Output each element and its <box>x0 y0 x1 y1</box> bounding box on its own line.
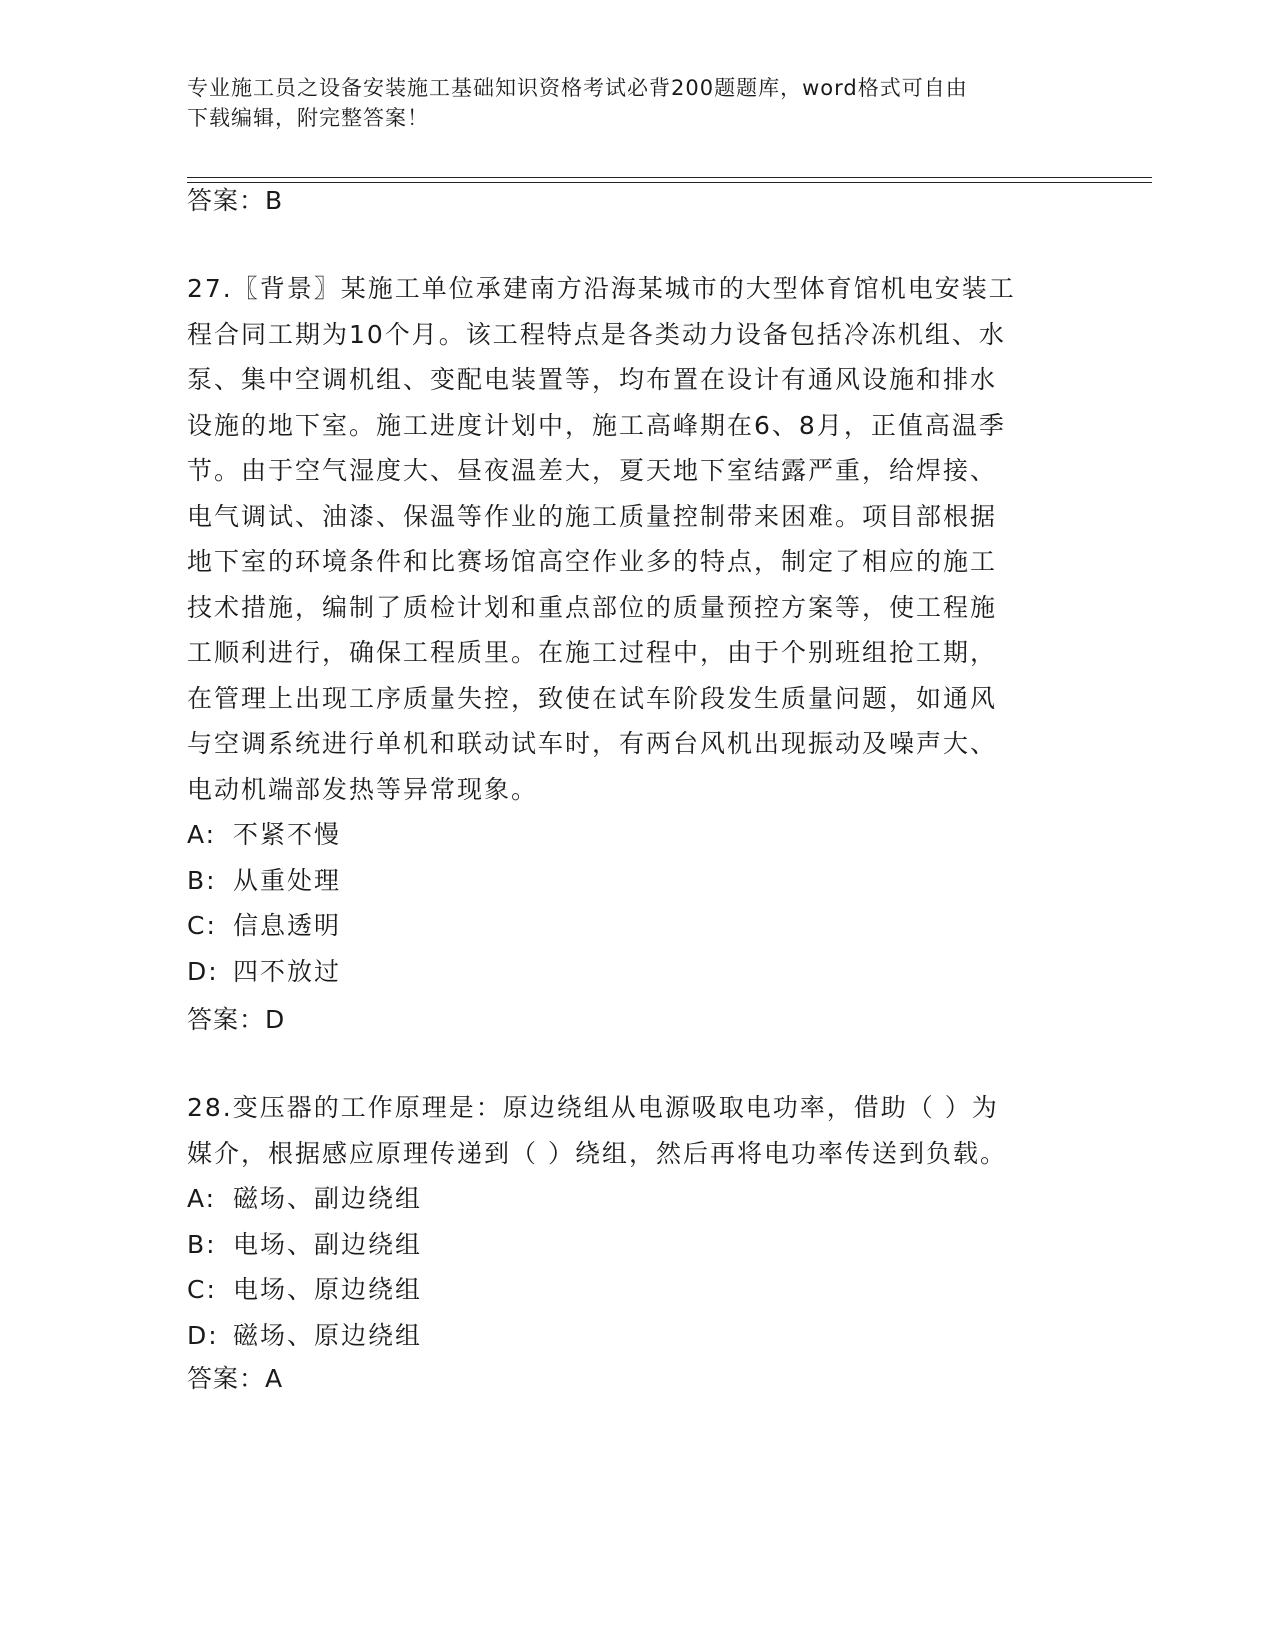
answer-27: 答案：D <box>187 1005 286 1034</box>
option-key: B: <box>187 1229 217 1259</box>
option-text: 电场、副边绕组 <box>233 1229 423 1259</box>
option-a <box>187 1176 1067 1222</box>
option-text: 信息透明 <box>233 911 342 940</box>
question-28 <box>187 1085 1067 1358</box>
question-27 <box>187 266 1067 994</box>
question-27-line: 工顺利进行，确保工程质里。在施工过程中，由于个别班组抢工期， <box>187 638 998 667</box>
option-key: A: <box>187 1184 217 1213</box>
option-key: D: <box>187 1320 219 1350</box>
option-c <box>187 903 1067 949</box>
option-text: 磁场、副边绕组 <box>233 1184 423 1213</box>
question-27-line: 技术措施，编制了质检计划和重点部位的质量预控方案等，使工程施 <box>187 592 998 622</box>
question-27-line: 在管理上出现工序质量失控，致使在试车阶段发生质量问题，如通风 <box>187 683 998 713</box>
option-text: 电场、原边绕组 <box>233 1275 423 1304</box>
option-b <box>187 858 1067 904</box>
question-27-line: 电动机端部发热等异常现象。 <box>187 774 539 804</box>
answer-28: 答案：A <box>187 1364 284 1393</box>
question-27-line: 地下室的环境条件和比赛场馆高空作业多的特点，制定了相应的施工 <box>187 547 998 576</box>
question-27-line: 泵、集中空调机组、变配电装置等，均布置在设计有通风设施和排水 <box>187 365 998 394</box>
option-key: A: <box>187 820 217 849</box>
option-key: D: <box>187 956 219 986</box>
header-divider-bottom <box>187 182 1152 183</box>
option-d <box>187 949 1067 995</box>
question-27-line: 与空调系统进行单机和联动试车时，有两台风机出现振动及噪声大、 <box>187 729 998 758</box>
option-text: 磁场、原边绕组 <box>233 1320 423 1350</box>
question-28-line: 28.变压器的工作原理是：原边绕组从电源吸取电功率，借助（ ）为 <box>187 1093 999 1122</box>
option-a <box>187 812 1067 858</box>
document-header <box>187 73 1067 133</box>
option-key: B: <box>187 865 217 895</box>
question-27-line: 程合同工期为10个月。该工程特点是各类动力设备包括冷冻机组、水 <box>187 319 1006 349</box>
option-key: C: <box>187 1275 217 1304</box>
option-d <box>187 1313 1067 1359</box>
option-text: 四不放过 <box>233 956 342 986</box>
option-key: C: <box>187 911 217 940</box>
option-text: 从重处理 <box>233 865 342 895</box>
option-b <box>187 1222 1067 1268</box>
question-27-line: 27.〖背景〗某施工单位承建南方沿海某城市的大型体育馆机电安装工 <box>187 274 1016 303</box>
header-divider-top <box>187 177 1152 178</box>
answer-prev: 答案：B <box>187 186 284 215</box>
question-27-line: 设施的地下室。施工进度计划中，施工高峰期在6、8月，正值高温季 <box>187 410 1006 440</box>
option-c <box>187 1267 1067 1313</box>
header-line-2: 下载编辑，附完整答案！ <box>187 106 429 130</box>
option-text: 不紧不慢 <box>233 820 342 849</box>
header-line-1: 专业施工员之设备安装施工基础知识资格考试必背200题题库，word格式可自由 <box>187 76 968 100</box>
question-27-line: 节。由于空气湿度大、昼夜温差大，夏天地下室结露严重，给焊接、 <box>187 456 998 485</box>
question-27-line: 电气调试、油漆、保温等作业的施工质量控制带来困难。项目部根据 <box>187 501 998 531</box>
question-28-line: 媒介，根据感应原理传递到（ ）绕组，然后再将电功率传送到负载。 <box>187 1138 1007 1168</box>
